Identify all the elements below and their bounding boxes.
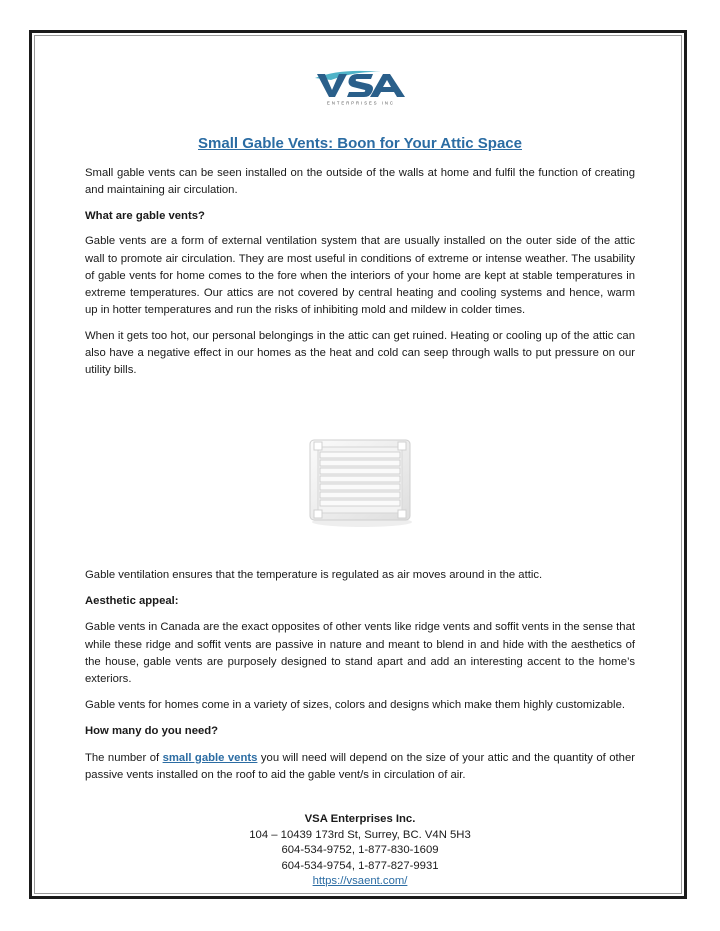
vsa-logo-graphic (311, 66, 411, 106)
section-heading-aesthetic: Aesthetic appeal: (85, 595, 179, 608)
paragraph-aesthetic-1: Gable vents in Canada are the exact opposites of other vents like ridge vents and soffit vents in the sense that while these ridge and soffit vents are passive in nature and meant to blend in and hide with the aesthetics of the house, gable vents are purposely designed to stand apart and add an interesting accent to the home’s exteriors. (85, 621, 635, 686)
company-footer (0, 812, 720, 890)
page-title: Small Gable Vents: Boon for Your Attic Space (198, 135, 522, 152)
intro-paragraph: Small gable vents can be seen installed on the outside of the walls at home and fulfil the function of creating and maintaining air circulation. (85, 167, 635, 197)
paragraph-how-many (85, 750, 635, 784)
section-heading-what: What are gable vents? (85, 209, 205, 222)
paragraph-what-1: Gable vents are a form of external ventilation system that are usually installed on the outer side of the attic wall to promote air circulation. They are most useful in conditions of extreme or intense weather. The usability of gable vents for home comes to the fore when the interiors of your home are kept at stable temperatures in extreme temperatures. Our attics are not covered by central heating and cooling systems and hence, warm up in hotter temperatures and run the risks of inhibiting mold and mildew in colder times. (85, 235, 635, 317)
logo-tagline: ENTERPRISES INC (327, 100, 395, 106)
vsa-logo (311, 66, 411, 106)
section-heading-how-many: How many do you need? (85, 725, 219, 738)
footer-phone-2: 604-534-9754, 1-877-827-9931 (281, 859, 439, 872)
gable-vent-image (300, 430, 420, 530)
paragraph-after-image: Gable ventilation ensures that the temperature is regulated as air moves around in the attic. (85, 569, 543, 581)
how-many-text-after: you will need will depend on the size of your attic and the quantity of other passive vents installed on the roof to aid the gable vent/s in circulation of air. (85, 751, 636, 781)
footer-phone-1: 604-534-9752, 1-877-830-1609 (281, 844, 439, 856)
article-body-bottom (85, 567, 635, 793)
gable-vent-illustration (300, 430, 420, 530)
footer-website-link[interactable]: https://vsaent.com/ (312, 875, 408, 887)
footer-address: 104 – 10439 173rd St, Surrey, BC. V4N 5H3 (249, 828, 471, 841)
small-gable-vents-link[interactable]: small gable vents (162, 751, 258, 764)
footer-company-name: VSA Enterprises Inc. (304, 813, 416, 825)
how-many-text-before: The number of (85, 751, 163, 764)
paragraph-aesthetic-2: Gable vents for homes come in a variety of sizes, colors and designs which make them highly customizable. (85, 699, 625, 712)
paragraph-what-2: When it gets too hot, our personal belongings in the attic can get ruined. Heating or cooling up of the attic can also have a negative effect in our homes as the heat and cold can seep through walls to put pressure on our utility bills. (85, 329, 635, 377)
article-body-top (85, 165, 635, 388)
